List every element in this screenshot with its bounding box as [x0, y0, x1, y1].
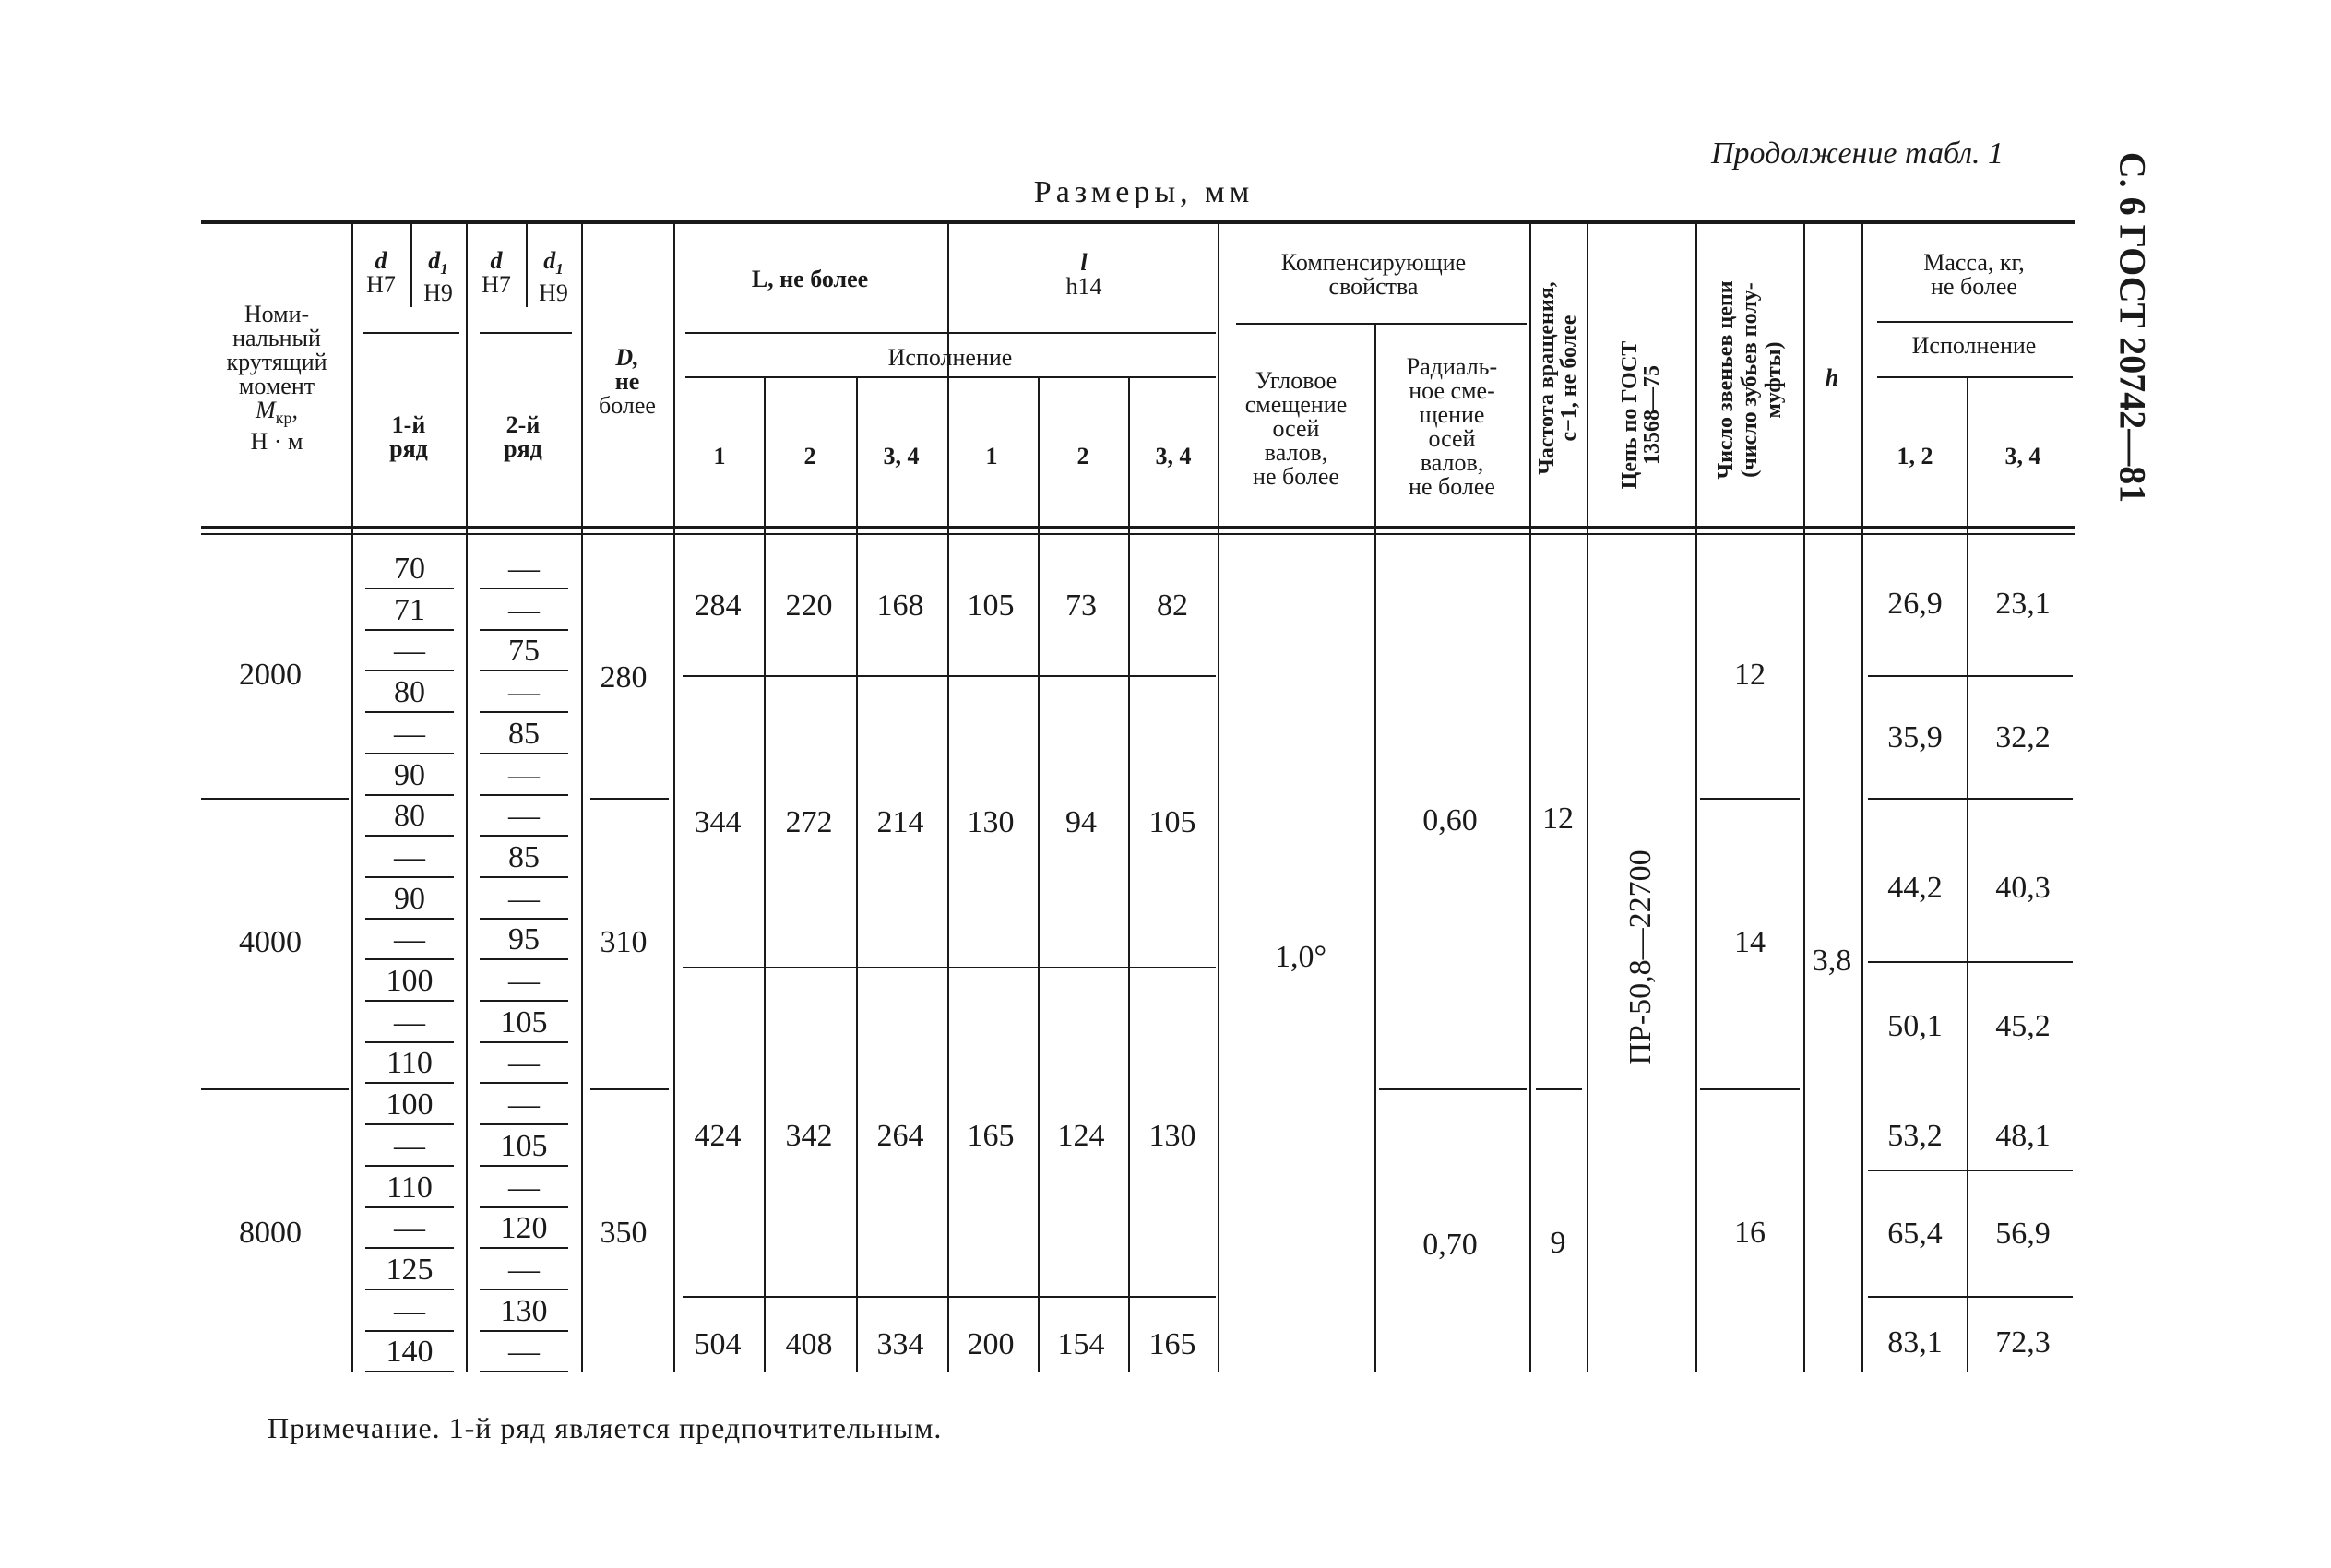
mass-value: 35,9 [1887, 720, 1943, 754]
d-row1-cell: 90 [394, 881, 425, 916]
header-exec-col: 1 [713, 443, 726, 469]
header-compensating: Компенсирующие свойства [1280, 249, 1467, 300]
d-row2-cell: 85 [508, 716, 540, 751]
d-row1-cell: 140 [386, 1335, 434, 1370]
mass-value: 44,2 [1887, 871, 1943, 905]
d-row1-cell: — [394, 922, 425, 957]
dimension-value: 424 [694, 1119, 742, 1153]
radial-value: 0,60 [1422, 803, 1478, 837]
d-row2-cell: — [508, 1170, 540, 1205]
radial-value: 0,70 [1422, 1228, 1478, 1262]
dimension-value: 165 [1148, 1327, 1196, 1361]
frequency-value: 9 [1550, 1226, 1566, 1260]
dimension-value: 272 [785, 805, 833, 839]
D-value: 310 [600, 925, 648, 959]
links-value: 12 [1734, 658, 1766, 692]
d-row2-cell: — [508, 757, 540, 792]
dimension-value: 105 [1148, 805, 1196, 839]
d-row1-cell: — [394, 716, 425, 751]
dimension-value: 220 [785, 588, 833, 623]
angular-value: 1,0° [1274, 940, 1327, 974]
d-row2-cell: — [508, 1335, 540, 1370]
d-row1-cell: 71 [394, 592, 425, 627]
mass-value: 50,1 [1887, 1009, 1943, 1043]
d-row1-cell: — [394, 1293, 425, 1328]
d-row1-cell: 110 [387, 1046, 433, 1081]
header-links: Число звеньев цепи (число зубьев полу- муфты) [1714, 280, 1786, 480]
mass-value: 40,3 [1995, 871, 2051, 905]
dimension-value: 264 [876, 1119, 924, 1153]
d-row1-cell: 125 [386, 1252, 434, 1287]
torque-value: 2000 [239, 658, 302, 692]
dimension-value: 154 [1057, 1327, 1105, 1361]
mass-value: 23,1 [1995, 587, 2051, 621]
header-h: h [1825, 364, 1839, 391]
dimension-value: 124 [1057, 1119, 1105, 1153]
d-row2-cell: — [508, 799, 540, 834]
header-mass: Масса, кг, не более [1923, 249, 2025, 300]
header-exec-col: 1 [985, 443, 998, 469]
d-row2-cell: — [508, 1046, 540, 1081]
header-chain: Цепь по ГОСТ 13568—75 [1618, 340, 1664, 490]
mass-value: 48,1 [1995, 1119, 2051, 1153]
dimension-value: 105 [967, 588, 1015, 623]
h-value: 3,8 [1812, 944, 1852, 978]
header-d1-h9-2: $d_1$ Н9 [539, 247, 568, 307]
dimension-value: 334 [876, 1327, 924, 1361]
header-frequency: Частота вращения, с−1, не более [1535, 281, 1581, 475]
d-row2-cell: 105 [500, 1004, 548, 1039]
header-D: D, не более [599, 344, 656, 419]
mass-value: 72,3 [1995, 1325, 2051, 1360]
d-row1-cell: — [394, 1128, 425, 1163]
D-value: 280 [600, 660, 648, 695]
d-row1-cell: 90 [394, 757, 425, 792]
d-row2-cell: 85 [508, 839, 540, 874]
d-row2-cell: — [508, 1087, 540, 1123]
dimension-value: 165 [967, 1119, 1015, 1153]
d-row2-cell: 75 [508, 634, 540, 669]
header-angular: Угловое смещение осей валов, не более [1244, 367, 1348, 490]
d-row2-cell: 130 [500, 1293, 548, 1328]
d-row1-cell: 100 [386, 964, 434, 998]
mass-value: 65,4 [1887, 1217, 1943, 1251]
d-row1-cell: — [394, 634, 425, 669]
dimension-value: 504 [694, 1327, 742, 1361]
dimension-value: 73 [1065, 588, 1097, 623]
table-caption: Размеры, мм [1033, 175, 1255, 209]
torque-value: 8000 [239, 1216, 302, 1250]
header-l: l h14 [1065, 249, 1102, 300]
header-exec-col: 3, 4 [1155, 443, 1192, 469]
d-row2-cell: 120 [500, 1211, 548, 1246]
dimension-value: 408 [785, 1327, 833, 1361]
header-d1-h9-1: $d_1$ Н9 [423, 247, 453, 307]
mass-value: 26,9 [1887, 587, 1943, 621]
dimension-value: 82 [1157, 588, 1188, 623]
d-row2-cell: — [508, 964, 540, 998]
header-mass-col: 1, 2 [1897, 443, 1933, 469]
d-row1-cell: 70 [394, 552, 425, 586]
dimension-value: 130 [967, 805, 1015, 839]
dimension-value: 200 [967, 1327, 1015, 1361]
frequency-value: 12 [1542, 802, 1574, 836]
d-row2-cell: — [508, 1252, 540, 1287]
d-row2-cell: — [508, 881, 540, 916]
dimension-value: 344 [694, 805, 742, 839]
d-row1-cell: 80 [394, 675, 425, 710]
d-row2-cell: 105 [500, 1128, 548, 1163]
d-row2-cell: — [508, 592, 540, 627]
header-mass-execution: Исполнение [1911, 332, 2037, 359]
dimension-value: 214 [876, 805, 924, 839]
d-row2-cell: 95 [508, 922, 540, 957]
header-d-h7-2: d Н7 [482, 247, 511, 298]
header-radial: Радиаль- ное сме- щение осей валов, не более [1406, 353, 1498, 500]
d-row1-cell: 100 [386, 1087, 434, 1123]
header-exec-col: 2 [1076, 443, 1089, 469]
d-row2-cell: — [508, 552, 540, 586]
mass-value: 83,1 [1887, 1325, 1943, 1360]
links-value: 14 [1734, 925, 1766, 959]
side-standard-code: С. 6 ГОСТ 20742—81 [2111, 151, 2154, 504]
chain-value: ПР-50,8—22700 [1623, 849, 1658, 1065]
mass-value: 53,2 [1887, 1119, 1943, 1153]
header-d-h7-1: d Н7 [366, 247, 396, 298]
d-row1-cell: — [394, 839, 425, 874]
header-torque: Номи- нальный крутящий момент $M_{кр}$, Н · м [226, 301, 327, 456]
torque-value: 4000 [239, 925, 302, 959]
dimension-value: 94 [1065, 805, 1097, 839]
mass-value: 45,2 [1995, 1009, 2051, 1043]
dimension-value: 168 [876, 588, 924, 623]
continuation-label: Продолжение табл. 1 [1711, 137, 2004, 171]
dimension-value: 342 [785, 1119, 833, 1153]
dimension-value: 130 [1148, 1119, 1196, 1153]
header-row-1: 1-й ряд [389, 411, 428, 462]
d-row2-cell: — [508, 675, 540, 710]
mass-value: 32,2 [1995, 720, 2051, 754]
header-exec-col: 3, 4 [883, 443, 920, 469]
d-row1-cell: 80 [394, 799, 425, 834]
links-value: 16 [1734, 1216, 1766, 1250]
d-row1-cell: — [394, 1211, 425, 1246]
header-L: L, не более [751, 266, 869, 292]
mass-value: 56,9 [1995, 1217, 2051, 1251]
dimension-value: 284 [694, 588, 742, 623]
header-mass-col: 3, 4 [2004, 443, 2041, 469]
d-row1-cell: — [394, 1004, 425, 1039]
header-exec-col: 2 [803, 443, 816, 469]
D-value: 350 [600, 1216, 648, 1250]
header-execution: Исполнение [887, 344, 1013, 371]
d-row1-cell: 110 [387, 1170, 433, 1205]
table-note: Примечание. 1-й ряд является предпочтительным. [268, 1411, 943, 1444]
header-row-2: 2-й ряд [504, 411, 542, 462]
